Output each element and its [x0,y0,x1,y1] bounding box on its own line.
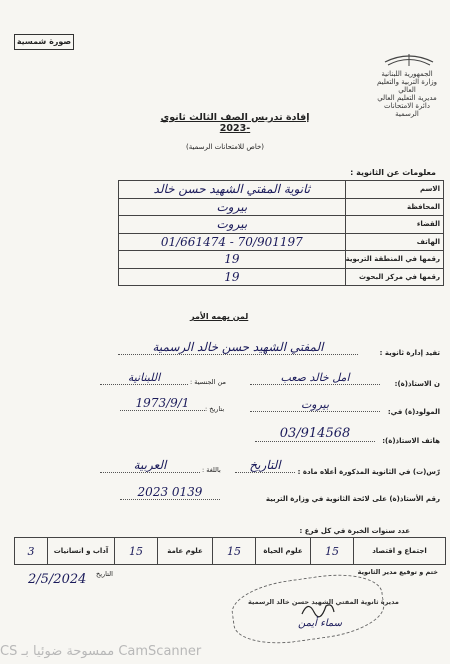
humanities-label: آداب و انسانيات [48,538,115,565]
experience-heading: عدد سنوات الخبرة في كل فرع : [299,527,410,535]
table-row [119,268,444,286]
certify-label: تفيد إدارة ثانوية : [379,349,440,357]
experience-table [14,537,446,565]
signature-label: ختم و توقيع مدير الثانوية [357,568,438,576]
photo-stamp-box: صورة شمسية [14,34,74,50]
ministry-header [372,70,442,118]
subject-value: التاريخ [235,458,295,473]
research-number-value: 19 [119,268,346,286]
document-subtitle: (خاص للامتحانات الرسمية) [185,143,265,151]
district-label: القضاء [345,216,443,234]
table-row [119,181,444,199]
sociology-economics-years: 15 [311,538,354,565]
sociology-economics-label: اجتماع و اقتصاد [354,538,446,565]
research-number-label: رقمها في مركز البحوث [345,268,443,286]
table-row [119,198,444,216]
table-row [119,216,444,234]
teacher-label: ن الاستاذ(ة): [394,380,440,388]
teacher-phone-value: 03/914568 [255,426,375,442]
region-number-value: 19 [119,251,346,269]
teaches-label: رّس(ت) في الثانوية المذكورة أعلاه مادة : [297,468,440,476]
born-value: بيروت [250,398,380,412]
region-number-label: رقمها في المنطقة التربوية [345,251,443,269]
phone-label: الهاتف [345,233,443,251]
school-name-value: ثانوية المفتي الشهيد حسن خالد [119,181,346,199]
general-science-label: علوم عامة [158,538,213,565]
school-name-label: الاسم [345,181,443,199]
to-whom-heading: لمن يهمه الأمر [190,312,249,321]
registry-label: رقم الأستاذ(ة) على لائحة الثانوية في وزارة التربية [265,495,440,503]
district-value: بيروت [119,216,346,234]
document-title: إفادة تدريس الصف الثالث ثانوي -2023 [160,112,310,134]
stamp-text: مديرة ثانوية المفتي الشهيد حسن خالد الرسمية [248,598,399,606]
registry-value: 2023 0139 [120,485,220,500]
signer-name: سماء أيمن [298,618,343,629]
general-science-years: 15 [115,538,158,565]
phone-value: 01/661474 - 70/901197 [119,233,346,251]
signature-date-label: التاريخ [96,570,113,578]
table-row [119,233,444,251]
birth-date-value: 1973/9/1 [120,396,205,411]
signature-date-value: 2/5/2024 [28,572,87,587]
signature-scribble-icon [298,598,338,620]
governorate-label: المحافظة [345,198,443,216]
humanities-years: 3 [15,538,48,565]
nationality-label: من الجنسية : [190,378,226,386]
school-info-table [118,180,444,286]
table-row [119,251,444,269]
life-science-years: 15 [213,538,256,565]
book-logo-icon [380,48,438,68]
teacher-value: امل خالد صعب [250,371,380,385]
scanner-watermark: CS ممسوحة ضوئيا بـ CamScanner [0,644,202,659]
ministry-line: مديرية التعليم العالي [377,94,437,102]
language-value: العربية [100,458,200,473]
nationality-value: اللبنانية [100,371,188,385]
school-section-heading: معلومات عن الثانوية : [350,168,436,177]
language-label: باللغة : [202,466,221,474]
life-science-label: علوم الحياة [256,538,311,565]
ministry-line: الجمهورية اللبنانية [381,70,433,78]
teacher-phone-label: هاتف الاستاذ(ة): [382,437,440,445]
birth-date-label: بتاريخ : [205,405,225,413]
born-label: المولود(ة) في: [387,408,440,416]
table-row [15,538,446,565]
governorate-value: بيروت [119,198,346,216]
certify-value: المفتي الشهيد حسن خالد الرسمية [118,340,358,355]
ministry-line: دائرة الامتحانات الرسمية [384,102,430,118]
ministry-line: وزارة التربية والتعليم العالي [376,78,438,94]
